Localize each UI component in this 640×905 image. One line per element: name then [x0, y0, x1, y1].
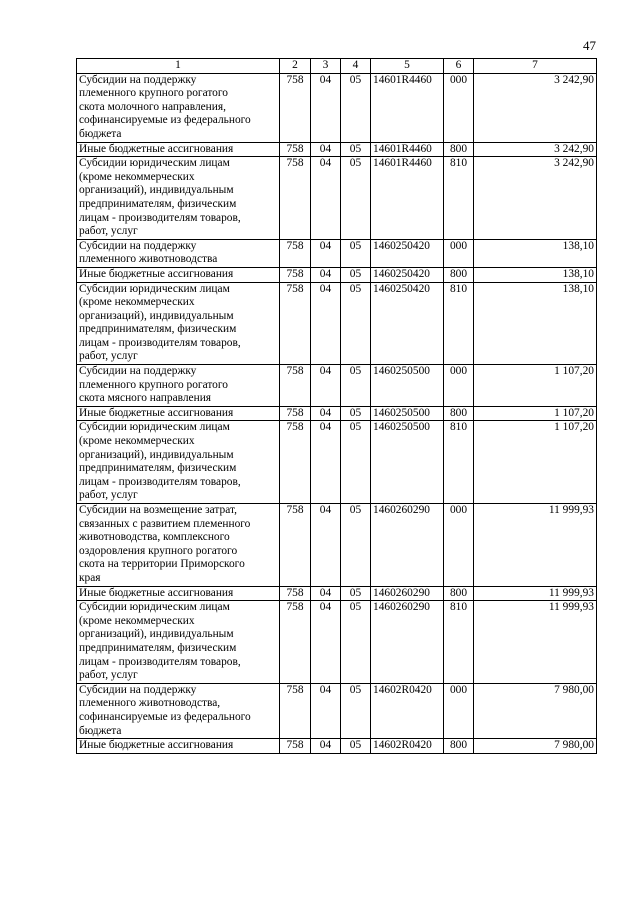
amount-cell: 3 242,90 — [474, 73, 597, 142]
column-header: 3 — [311, 59, 341, 74]
ministry-code-cell: 758 — [280, 421, 311, 504]
expense-name-cell: Иные бюджетные ассигнования — [77, 406, 280, 421]
column-header: 2 — [280, 59, 311, 74]
expense-type-cell: 800 — [444, 142, 474, 157]
subsection-code-cell: 05 — [341, 267, 371, 282]
expense-name-cell: Субсидии на поддержку племенного животноводства, софинансируемые из федерального бюджета — [77, 683, 280, 738]
header-row — [77, 59, 597, 74]
target-article-cell: 1460250500 — [371, 406, 444, 421]
column-header: 7 — [474, 59, 597, 74]
amount-cell: 3 242,90 — [474, 142, 597, 157]
ministry-code-cell: 758 — [280, 365, 311, 407]
table-row — [77, 739, 597, 754]
expense-type-cell: 810 — [444, 601, 474, 684]
amount-cell: 1 107,20 — [474, 365, 597, 407]
column-header: 6 — [444, 59, 474, 74]
expense-type-cell: 000 — [444, 73, 474, 142]
target-article-cell: 14602R0420 — [371, 739, 444, 754]
section-code-cell: 04 — [311, 157, 341, 240]
table-row — [77, 142, 597, 157]
ministry-code-cell: 758 — [280, 282, 311, 365]
expense-type-cell: 800 — [444, 739, 474, 754]
column-header: 5 — [371, 59, 444, 74]
expense-type-cell: 000 — [444, 365, 474, 407]
expense-type-cell: 800 — [444, 406, 474, 421]
amount-cell: 1 107,20 — [474, 421, 597, 504]
amount-cell: 138,10 — [474, 282, 597, 365]
section-code-cell: 04 — [311, 739, 341, 754]
expense-name-cell: Субсидии на поддержку племенного животноводства — [77, 239, 280, 267]
page-number: 47 — [583, 38, 596, 53]
section-code-cell: 04 — [311, 504, 341, 587]
table-row — [77, 504, 597, 587]
target-article-cell: 1460260290 — [371, 586, 444, 601]
amount-cell: 138,10 — [474, 267, 597, 282]
expense-name-cell: Субсидии юридическим лицам (кроме некоммерческих организаций), индивидуальным предпринимателям, физическим лицам - производителям товаров, работ, услуг — [77, 601, 280, 684]
section-code-cell: 04 — [311, 406, 341, 421]
expense-name-cell: Субсидии на поддержку племенного крупного рогатого скота молочного направления, софинансируемые из федерального бюджета — [77, 73, 280, 142]
table-row — [77, 282, 597, 365]
target-article-cell: 14601R4460 — [371, 157, 444, 240]
target-article-cell: 14602R0420 — [371, 683, 444, 738]
ministry-code-cell: 758 — [280, 683, 311, 738]
section-code-cell: 04 — [311, 73, 341, 142]
section-code-cell: 04 — [311, 586, 341, 601]
amount-cell: 11 999,93 — [474, 504, 597, 587]
amount-cell: 11 999,93 — [474, 601, 597, 684]
target-article-cell: 14601R4460 — [371, 73, 444, 142]
expense-name-cell: Иные бюджетные ассигнования — [77, 142, 280, 157]
target-article-cell: 1460250420 — [371, 239, 444, 267]
subsection-code-cell: 05 — [341, 406, 371, 421]
target-article-cell: 1460250420 — [371, 267, 444, 282]
ministry-code-cell: 758 — [280, 601, 311, 684]
subsection-code-cell: 05 — [341, 739, 371, 754]
subsection-code-cell: 05 — [341, 683, 371, 738]
subsection-code-cell: 05 — [341, 504, 371, 587]
table-row — [77, 239, 597, 267]
subsection-code-cell: 05 — [341, 421, 371, 504]
amount-cell: 7 980,00 — [474, 683, 597, 738]
expense-type-cell: 810 — [444, 421, 474, 504]
ministry-code-cell: 758 — [280, 267, 311, 282]
subsection-code-cell: 05 — [341, 239, 371, 267]
table-row — [77, 267, 597, 282]
table-row — [77, 73, 597, 142]
table-row — [77, 365, 597, 407]
subsection-code-cell: 05 — [341, 73, 371, 142]
ministry-code-cell: 758 — [280, 157, 311, 240]
section-code-cell: 04 — [311, 282, 341, 365]
subsection-code-cell: 05 — [341, 601, 371, 684]
column-header: 1 — [77, 59, 280, 74]
expense-type-cell: 000 — [444, 683, 474, 738]
subsection-code-cell: 05 — [341, 586, 371, 601]
expense-name-cell: Субсидии на поддержку племенного крупного рогатого скота мясного направления — [77, 365, 280, 407]
amount-cell: 7 980,00 — [474, 739, 597, 754]
expense-type-cell: 800 — [444, 267, 474, 282]
amount-cell: 138,10 — [474, 239, 597, 267]
expense-type-cell: 810 — [444, 157, 474, 240]
section-code-cell: 04 — [311, 267, 341, 282]
ministry-code-cell: 758 — [280, 739, 311, 754]
section-code-cell: 04 — [311, 365, 341, 407]
target-article-cell: 14601R4460 — [371, 142, 444, 157]
table-body — [77, 73, 597, 753]
expense-name-cell: Иные бюджетные ассигнования — [77, 267, 280, 282]
ministry-code-cell: 758 — [280, 406, 311, 421]
section-code-cell: 04 — [311, 601, 341, 684]
target-article-cell: 1460260290 — [371, 504, 444, 587]
amount-cell: 11 999,93 — [474, 586, 597, 601]
target-article-cell: 1460260290 — [371, 601, 444, 684]
expense-name-cell: Иные бюджетные ассигнования — [77, 739, 280, 754]
expense-type-cell: 800 — [444, 586, 474, 601]
expense-name-cell: Субсидии юридическим лицам (кроме некоммерческих организаций), индивидуальным предпринимателям, физическим лицам - производителям товаров, работ, услуг — [77, 157, 280, 240]
expense-type-cell: 810 — [444, 282, 474, 365]
table-row — [77, 683, 597, 738]
table-row — [77, 157, 597, 240]
table-row — [77, 601, 597, 684]
table-row — [77, 406, 597, 421]
expense-name-cell: Иные бюджетные ассигнования — [77, 586, 280, 601]
subsection-code-cell: 05 — [341, 157, 371, 240]
target-article-cell: 1460250500 — [371, 365, 444, 407]
subsection-code-cell: 05 — [341, 365, 371, 407]
section-code-cell: 04 — [311, 421, 341, 504]
section-code-cell: 04 — [311, 683, 341, 738]
table-row — [77, 421, 597, 504]
ministry-code-cell: 758 — [280, 586, 311, 601]
budget-table — [76, 58, 597, 754]
table-row — [77, 586, 597, 601]
ministry-code-cell: 758 — [280, 504, 311, 587]
ministry-code-cell: 758 — [280, 239, 311, 267]
section-code-cell: 04 — [311, 239, 341, 267]
expense-type-cell: 000 — [444, 239, 474, 267]
expense-name-cell: Субсидии юридическим лицам (кроме некоммерческих организаций), индивидуальным предпринимателям, физическим лицам - производителям товаров, работ, услуг — [77, 421, 280, 504]
subsection-code-cell: 05 — [341, 282, 371, 365]
ministry-code-cell: 758 — [280, 142, 311, 157]
ministry-code-cell: 758 — [280, 73, 311, 142]
amount-cell: 3 242,90 — [474, 157, 597, 240]
expense-type-cell: 000 — [444, 504, 474, 587]
column-header: 4 — [341, 59, 371, 74]
target-article-cell: 1460250500 — [371, 421, 444, 504]
amount-cell: 1 107,20 — [474, 406, 597, 421]
expense-name-cell: Субсидии на возмещение затрат, связанных с развитием племенного животноводства, комплексного оздоровления крупного рогатого скота на территории Приморского края — [77, 504, 280, 587]
expense-name-cell: Субсидии юридическим лицам (кроме некоммерческих организаций), индивидуальным предпринимателям, физическим лицам - производителям товаров, работ, услуг — [77, 282, 280, 365]
target-article-cell: 1460250420 — [371, 282, 444, 365]
subsection-code-cell: 05 — [341, 142, 371, 157]
section-code-cell: 04 — [311, 142, 341, 157]
